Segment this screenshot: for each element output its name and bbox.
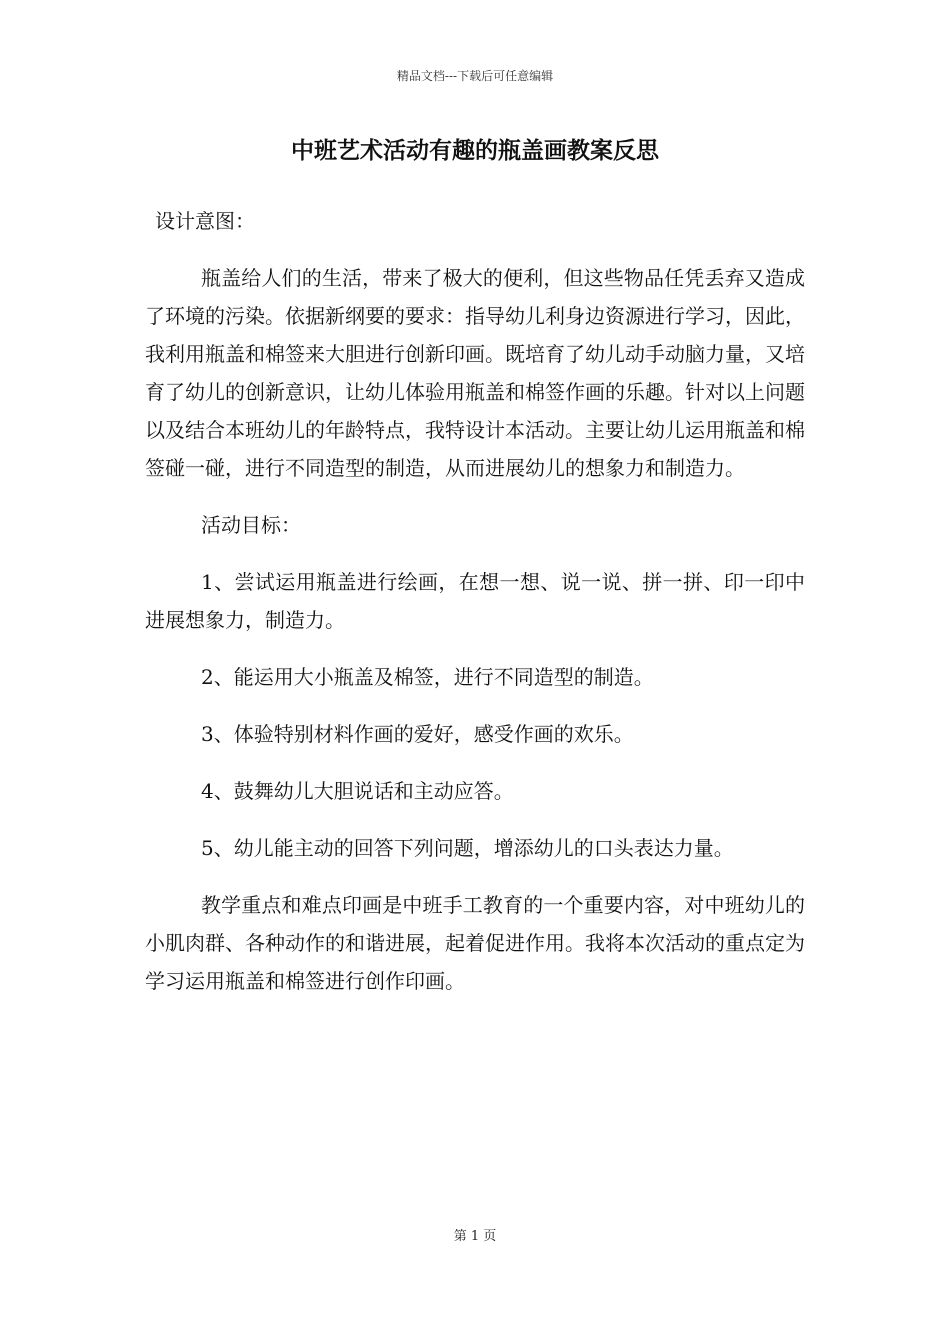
goal-item-2: 2、能运用大小瓶盖及棉签，进行不同造型的制造。 bbox=[201, 665, 654, 689]
section-heading-design: 设计意图： bbox=[155, 209, 255, 233]
paragraph-design-intent: 瓶盖给人们的生活，带来了极大的便利，但这些物品任凭丢弃又造成了环境的污染。依据新纲要的要求：指导幼儿利身边资源进行学习，因此，我利用瓶盖和棉签来大胆进行创新印画。既培育了幼儿动手动脑力量，又培育了幼儿的创新意识，让幼儿体验用瓶盖和棉签作画的乐趣。针对以上问题以及结合本班幼儿的年龄特点，我特设计本活动。主要让幼儿运用瓶盖和棉签碰一碰，进行不同造型的制造，从而进展幼儿的想象力和制造力。 bbox=[145, 266, 805, 480]
page-number: 第 1 页 bbox=[453, 1229, 497, 1244]
paragraph-key-points: 教学重点和难点印画是中班手工教育的一个重要内容，对中班幼儿的小肌肉群、各种动作的和谐进展，起着促进作用。我将本次活动的重点定为学习运用瓶盖和棉签进行创作印画。 bbox=[145, 893, 805, 993]
goal-item-1: 1、尝试运用瓶盖进行绘画，在想一想、说一说、拼一拼、印一印中进展想象力，制造力。 bbox=[145, 570, 805, 632]
goal-item-5: 5、幼儿能主动的回答下列问题，增添幼儿的口头表达力量。 bbox=[201, 836, 734, 860]
section-heading-goals: 活动目标： bbox=[201, 513, 301, 537]
document-title: 中班艺术活动有趣的瓶盖画教案反思 bbox=[291, 137, 659, 164]
goal-item-4: 4、鼓舞幼儿大胆说话和主动应答。 bbox=[201, 779, 514, 803]
header-note: 精品文档---下载后可任意编辑 bbox=[396, 69, 554, 83]
goal-item-3: 3、体验特别材料作画的爱好，感受作画的欢乐。 bbox=[201, 722, 634, 746]
document-body bbox=[145, 202, 805, 1019]
